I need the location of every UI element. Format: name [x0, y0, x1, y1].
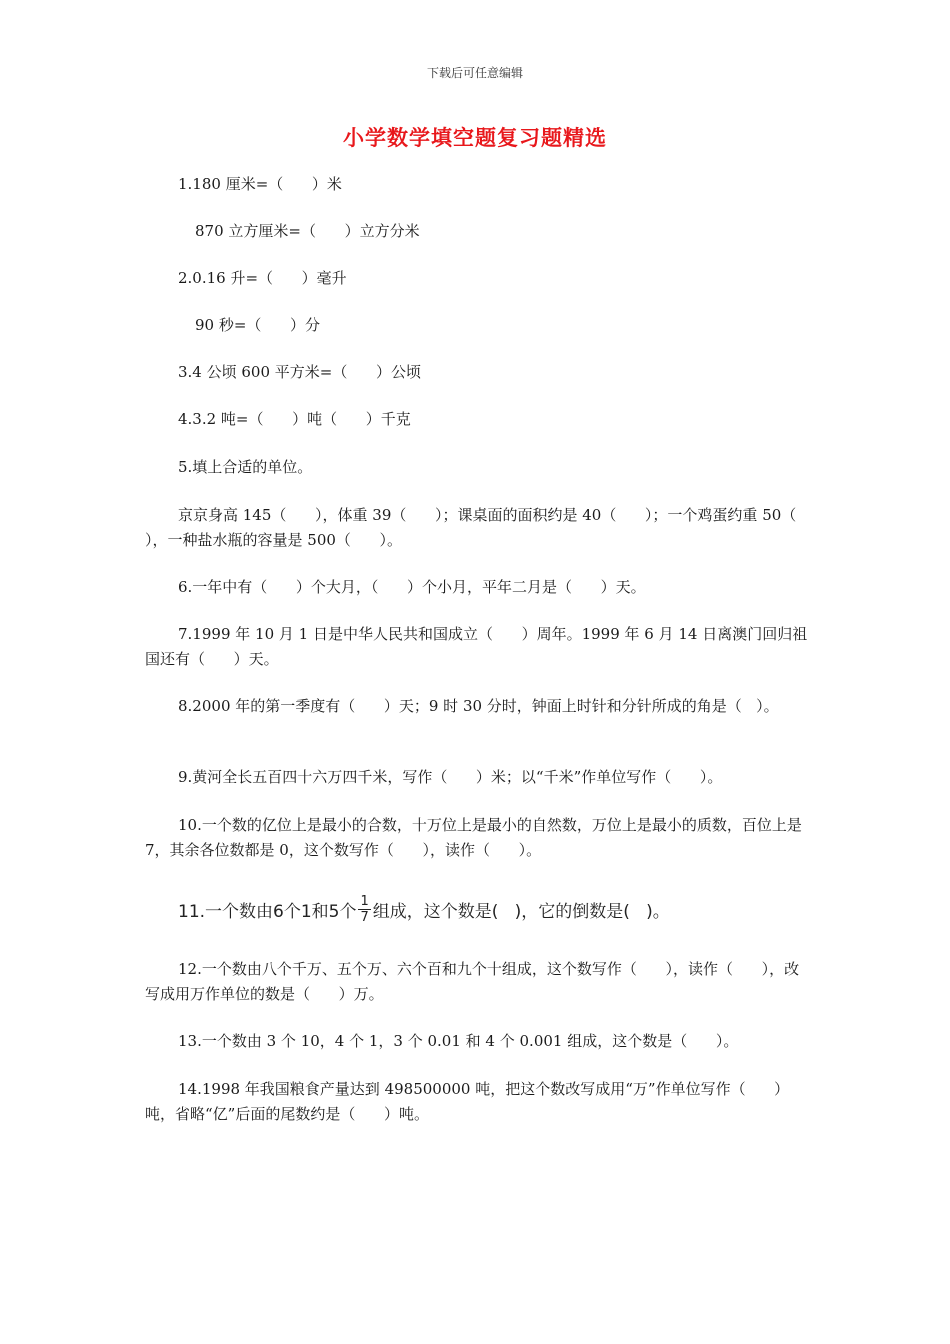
question-1a: 1.180 厘米=（ ）米 — [178, 175, 342, 193]
question-13: 13.一个数由 3 个 10，4 个 1，3 个 0.01 和 4 个 0.001 组成，这个数是（ ）。 — [178, 1032, 739, 1050]
question-5: 5.填上合适的单位。 — [178, 458, 313, 476]
fraction-one-seventh — [358, 894, 370, 925]
fraction-numerator: 1 — [360, 893, 369, 909]
question-5-body: 京京身高 145（ ），体重 39（ ）；课桌面的面积约是 40（ ）；一个鸡蛋约重 50（ ），一种盐水瓶的容量是 500（ ）。 — [145, 506, 825, 549]
question-9: 9.黄河全长五百四十六万四千米，写作（ ）米；以“千米”作单位写作（ ）。 — [178, 768, 723, 786]
question-6: 6.一年中有（ ）个大月，（ ）个小月，平年二月是（ ）天。 — [178, 578, 646, 596]
question-2b: 90 秒=（ ）分 — [195, 316, 321, 334]
question-1b: 870 立方厘米=（ ）立方分米 — [195, 222, 420, 240]
question-14: 14.1998 年我国粮食产量达到 498500000 吨，把这个数改写成用“万”作单位写作（ ）吨，省略“亿”后面的尾数约是（ ）吨。 — [145, 1080, 790, 1123]
question-11 — [178, 884, 670, 934]
question-3: 3.4 公顷 600 平方米=（ ）公顷 — [178, 363, 421, 381]
header-note: 下载后可任意编辑 — [426, 66, 523, 80]
fraction-denominator: 7 — [360, 909, 369, 925]
question-7: 7.1999 年 10 月 1 日是中华人民共和国成立（ ）周年。1999 年 6 月 14 日离澳门回归祖国还有（ ）天。 — [145, 625, 808, 668]
question-2a: 2.0.16 升=（ ）毫升 — [178, 269, 347, 287]
question-11-suffix: 组成，这个数是( )，它的倒数是( )。 — [372, 901, 670, 922]
question-12: 12.一个数由八个千万、五个万、六个百和九个十组成，这个数写作（ ），读作（ ），改写成用万作单位的数是（ ）万。 — [145, 960, 800, 1003]
question-8: 8.2000 年的第一季度有（ ）天；9 时 30 分时，钟面上时针和分针所成的角是（ ）。 — [178, 697, 779, 715]
question-11-prefix: 11.一个数由6个1和5个 — [178, 901, 357, 922]
page-title: 小学数学填空题复习题精选 — [343, 125, 607, 150]
question-10: 10.一个数的亿位上是最小的合数，十万位上是最小的自然数，万位上是最小的质数，百位上是 7，其余各位数都是 0，这个数写作（ ），读作（ ）。 — [145, 816, 807, 859]
question-4: 4.3.2 吨=（ ）吨（ ）千克 — [178, 410, 411, 428]
